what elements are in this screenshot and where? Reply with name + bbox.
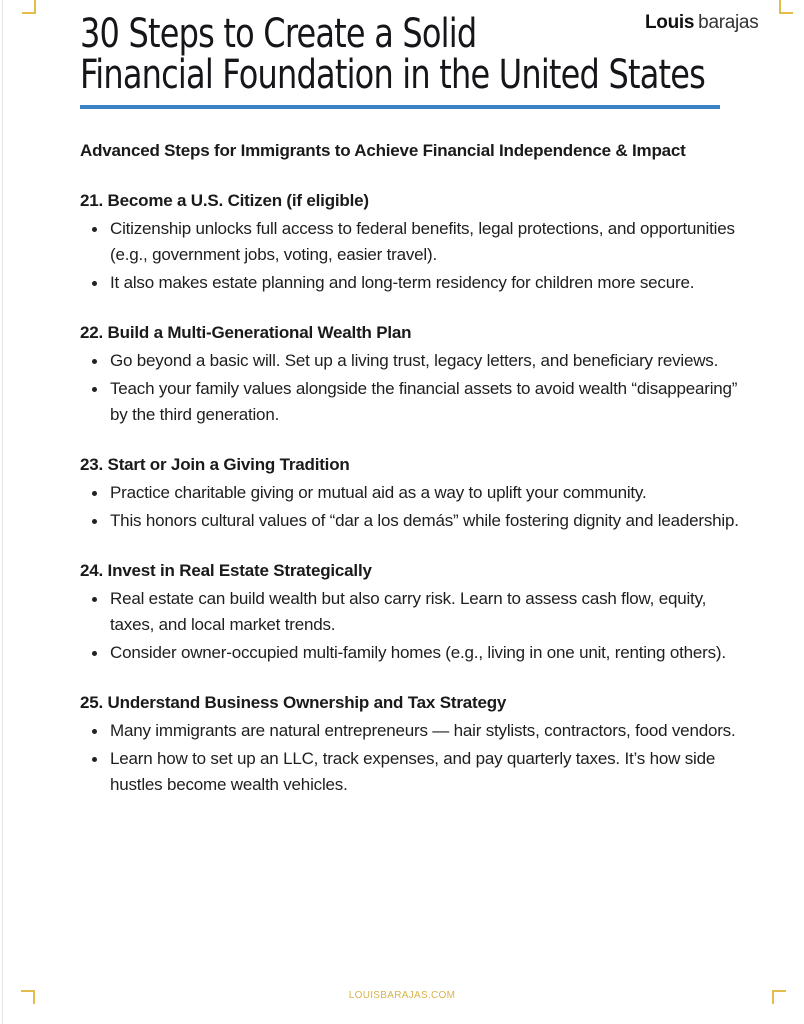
list-item <box>80 508 750 534</box>
bullet-icon <box>92 519 97 524</box>
step-heading: 23. Start or Join a Giving Tradition <box>80 455 350 474</box>
steps-list <box>80 188 750 822</box>
brand-logo <box>645 12 758 34</box>
list-item <box>80 640 750 666</box>
bullet-list <box>80 216 750 296</box>
bullet-icon <box>92 281 97 286</box>
bullet-text: Learn how to set up an LLC, track expenses, and pay quarterly taxes. It’s how side hustles become wealth vehicles. <box>110 749 716 794</box>
bullet-text: Citizenship unlocks full access to federal benefits, legal protections, and opportunities (e.g., government jobs, voting, easier travel). <box>110 219 735 264</box>
logo-last-name: barajas <box>698 12 759 33</box>
page-edge <box>2 0 3 1024</box>
list-item <box>80 216 750 268</box>
bullet-icon <box>92 359 97 364</box>
bullet-text: This honors cultural values of “dar a los demás” while fostering dignity and leadership. <box>110 511 739 530</box>
bullet-text: Many immigrants are natural entrepreneurs — hair stylists, contractors, food vendors. <box>110 721 736 740</box>
list-item <box>80 480 750 506</box>
step-21 <box>80 188 750 296</box>
bullet-list <box>80 348 750 428</box>
bullet-text: Go beyond a basic will. Set up a living trust, legacy letters, and beneficiary reviews. <box>110 351 719 370</box>
step-24 <box>80 558 750 666</box>
title-line-2: Financial Foundation in the United States <box>80 52 706 98</box>
list-item <box>80 270 750 296</box>
bullet-text: It also makes estate planning and long-term residency for children more secure. <box>110 273 695 292</box>
step-heading: 24. Invest in Real Estate Strategically <box>80 561 372 580</box>
bullet-list <box>80 718 750 798</box>
bullet-icon <box>92 387 97 392</box>
bullet-text: Teach your family values alongside the financial assets to avoid wealth “disappearing” by the third generation. <box>110 379 738 424</box>
list-item <box>80 376 750 428</box>
bullet-text: Practice charitable giving or mutual aid as a way to uplift your community. <box>110 483 647 502</box>
bullet-text: Real estate can build wealth but also carry risk. Learn to assess cash flow, equity, taxes, and local market trends. <box>110 589 707 634</box>
section-subtitle: Advanced Steps for Immigrants to Achieve Financial Independence & Impact <box>80 141 686 160</box>
corner-mark-top-left <box>22 0 36 14</box>
bullet-text: Consider owner-occupied multi-family homes (e.g., living in one unit, renting others). <box>110 643 726 662</box>
footer-website-link[interactable]: LOUISBARAJAS.COM <box>348 990 456 1001</box>
corner-mark-top-right <box>779 0 793 14</box>
list-item <box>80 746 750 798</box>
bullet-icon <box>92 597 97 602</box>
list-item <box>80 718 750 744</box>
step-heading: 25. Understand Business Ownership and Tax Strategy <box>80 693 507 712</box>
list-item <box>80 586 750 638</box>
bullet-icon <box>92 651 97 656</box>
bullet-list <box>80 586 750 666</box>
bullet-icon <box>92 757 97 762</box>
step-23 <box>80 452 750 534</box>
title-underline <box>80 105 720 109</box>
bullet-list <box>80 480 750 534</box>
bullet-icon <box>92 491 97 496</box>
list-item <box>80 348 750 374</box>
bullet-icon <box>92 729 97 734</box>
title-line-1: 30 Steps to Create a Solid <box>80 11 477 57</box>
bullet-icon <box>92 227 97 232</box>
step-heading: 22. Build a Multi-Generational Wealth Plan <box>80 323 412 342</box>
step-25 <box>80 690 750 798</box>
step-heading: 21. Become a U.S. Citizen (if eligible) <box>80 191 369 210</box>
logo-first-name: Louis <box>645 12 695 33</box>
step-22 <box>80 320 750 428</box>
